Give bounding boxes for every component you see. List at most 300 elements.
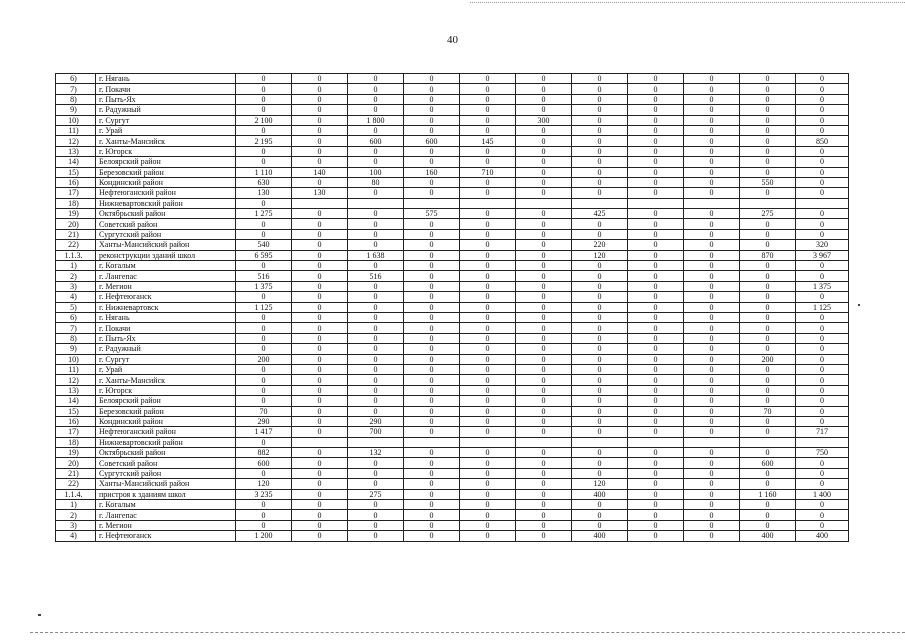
value-cell: 0 xyxy=(348,105,404,115)
value-cell: 0 xyxy=(684,157,740,167)
value-cell: 0 xyxy=(516,125,572,135)
value-cell: 0 xyxy=(740,323,796,333)
value-cell: 850 xyxy=(796,136,849,146)
value-cell xyxy=(404,198,460,208)
row-number: 15) xyxy=(56,406,96,416)
value-cell: 0 xyxy=(292,105,348,115)
row-number: 6) xyxy=(56,74,96,84)
value-cell: 0 xyxy=(292,115,348,125)
value-cell: 0 xyxy=(572,458,628,468)
value-cell: 0 xyxy=(572,500,628,510)
value-cell: 0 xyxy=(516,396,572,406)
row-name: Октябрьский район xyxy=(96,209,236,219)
value-cell: 0 xyxy=(572,229,628,239)
value-cell: 0 xyxy=(516,458,572,468)
value-cell: 0 xyxy=(572,448,628,458)
value-cell: 0 xyxy=(740,344,796,354)
value-cell: 0 xyxy=(628,479,684,489)
value-cell: 0 xyxy=(684,188,740,198)
row-name: Октябрьский район xyxy=(96,448,236,458)
value-cell: 0 xyxy=(292,468,348,478)
value-cell: 0 xyxy=(292,458,348,468)
value-cell: 0 xyxy=(460,406,516,416)
value-cell: 300 xyxy=(516,115,572,125)
value-cell: 80 xyxy=(348,177,404,187)
row-number: 12) xyxy=(56,375,96,385)
value-cell: 0 xyxy=(236,125,292,135)
row-name: Березовский район xyxy=(96,167,236,177)
table-row xyxy=(56,510,849,520)
value-cell: 220 xyxy=(572,240,628,250)
value-cell: 0 xyxy=(404,240,460,250)
row-name: г. Когалым xyxy=(96,261,236,271)
value-cell: 1 375 xyxy=(796,281,849,291)
row-number: 4) xyxy=(56,292,96,302)
value-cell: 0 xyxy=(348,219,404,229)
value-cell: 0 xyxy=(348,531,404,541)
row-name: г. Нефтеюганск xyxy=(96,292,236,302)
value-cell: 0 xyxy=(572,364,628,374)
value-cell: 0 xyxy=(460,209,516,219)
row-name: Советский район xyxy=(96,219,236,229)
value-cell: 0 xyxy=(292,292,348,302)
row-name: Сургутский район xyxy=(96,468,236,478)
row-name: г. Лангепас xyxy=(96,271,236,281)
value-cell: 0 xyxy=(292,84,348,94)
row-name: Белоярский район xyxy=(96,157,236,167)
value-cell: 0 xyxy=(628,292,684,302)
value-cell: 0 xyxy=(572,219,628,229)
row-name: г. Ханты-Мансийск xyxy=(96,375,236,385)
value-cell: 0 xyxy=(460,489,516,499)
value-cell: 0 xyxy=(628,406,684,416)
value-cell: 0 xyxy=(516,292,572,302)
value-cell: 0 xyxy=(460,531,516,541)
row-name: г. Ханты-Мансийск xyxy=(96,136,236,146)
value-cell: 1 125 xyxy=(796,302,849,312)
value-cell: 0 xyxy=(516,209,572,219)
value-cell: 290 xyxy=(348,416,404,426)
value-cell: 0 xyxy=(796,188,849,198)
value-cell: 0 xyxy=(684,281,740,291)
value-cell: 0 xyxy=(516,416,572,426)
value-cell: 0 xyxy=(460,364,516,374)
row-number: 7) xyxy=(56,84,96,94)
row-number: 8) xyxy=(56,333,96,343)
value-cell: 0 xyxy=(740,510,796,520)
value-cell xyxy=(740,198,796,208)
table-row xyxy=(56,209,849,219)
value-cell: 0 xyxy=(236,157,292,167)
value-cell: 1 800 xyxy=(348,115,404,125)
value-cell: 400 xyxy=(796,531,849,541)
value-cell: 0 xyxy=(796,157,849,167)
value-cell: 0 xyxy=(460,333,516,343)
value-cell: 0 xyxy=(292,427,348,437)
value-cell: 0 xyxy=(292,157,348,167)
value-cell: 0 xyxy=(796,94,849,104)
value-cell: 0 xyxy=(684,271,740,281)
table-row xyxy=(56,458,849,468)
value-cell: 0 xyxy=(572,292,628,302)
value-cell: 0 xyxy=(348,240,404,250)
value-cell: 550 xyxy=(740,177,796,187)
table-row xyxy=(56,84,849,94)
value-cell: 0 xyxy=(236,344,292,354)
value-cell: 0 xyxy=(460,125,516,135)
value-cell: 0 xyxy=(236,229,292,239)
value-cell: 200 xyxy=(740,354,796,364)
row-name: Белоярский район xyxy=(96,396,236,406)
value-cell: 0 xyxy=(292,385,348,395)
value-cell: 0 xyxy=(628,396,684,406)
row-number: 2) xyxy=(56,510,96,520)
value-cell: 0 xyxy=(292,136,348,146)
value-cell xyxy=(348,198,404,208)
value-cell: 0 xyxy=(516,312,572,322)
row-name: пристроя к зданиям школ xyxy=(96,489,236,499)
value-cell: 0 xyxy=(516,489,572,499)
value-cell: 0 xyxy=(236,510,292,520)
value-cell: 0 xyxy=(628,74,684,84)
value-cell: 0 xyxy=(572,105,628,115)
value-cell: 0 xyxy=(684,240,740,250)
value-cell xyxy=(572,437,628,447)
value-cell: 0 xyxy=(516,240,572,250)
row-number: 9) xyxy=(56,344,96,354)
value-cell xyxy=(292,198,348,208)
value-cell: 400 xyxy=(572,489,628,499)
row-number: 18) xyxy=(56,437,96,447)
value-cell: 0 xyxy=(348,209,404,219)
value-cell: 0 xyxy=(516,261,572,271)
value-cell: 0 xyxy=(628,125,684,135)
value-cell xyxy=(460,437,516,447)
value-cell: 0 xyxy=(236,292,292,302)
value-cell: 0 xyxy=(684,219,740,229)
value-cell: 0 xyxy=(404,157,460,167)
value-cell: 0 xyxy=(684,261,740,271)
value-cell: 0 xyxy=(796,406,849,416)
value-cell: 0 xyxy=(460,229,516,239)
value-cell: 0 xyxy=(236,74,292,84)
value-cell: 0 xyxy=(684,344,740,354)
value-cell: 0 xyxy=(740,468,796,478)
value-cell: 0 xyxy=(460,479,516,489)
value-cell: 0 xyxy=(684,250,740,260)
value-cell: 0 xyxy=(684,177,740,187)
row-name: г. Пыть-Ях xyxy=(96,94,236,104)
row-name: г. Сургут xyxy=(96,115,236,125)
value-cell: 0 xyxy=(516,354,572,364)
value-cell: 0 xyxy=(348,510,404,520)
table-row xyxy=(56,74,849,84)
value-cell: 0 xyxy=(460,458,516,468)
value-cell: 0 xyxy=(404,219,460,229)
value-cell: 0 xyxy=(516,510,572,520)
value-cell: 0 xyxy=(628,531,684,541)
value-cell: 0 xyxy=(796,416,849,426)
row-number: 17) xyxy=(56,427,96,437)
value-cell: 0 xyxy=(684,364,740,374)
row-number: 18) xyxy=(56,198,96,208)
table-row xyxy=(56,448,849,458)
value-cell: 0 xyxy=(740,125,796,135)
value-cell: 710 xyxy=(460,167,516,177)
value-cell: 0 xyxy=(460,396,516,406)
value-cell: 0 xyxy=(572,125,628,135)
value-cell: 0 xyxy=(292,261,348,271)
table-row xyxy=(56,198,849,208)
value-cell: 0 xyxy=(348,74,404,84)
value-cell: 0 xyxy=(740,188,796,198)
value-cell: 1 200 xyxy=(236,531,292,541)
value-cell: 0 xyxy=(740,94,796,104)
value-cell: 0 xyxy=(516,177,572,187)
value-cell: 0 xyxy=(740,312,796,322)
value-cell: 0 xyxy=(516,146,572,156)
row-name: Советский район xyxy=(96,458,236,468)
value-cell: 0 xyxy=(404,271,460,281)
value-cell: 0 xyxy=(348,396,404,406)
value-cell: 0 xyxy=(740,229,796,239)
value-cell: 0 xyxy=(684,510,740,520)
value-cell: 0 xyxy=(404,531,460,541)
value-cell: 0 xyxy=(460,240,516,250)
value-cell: 600 xyxy=(404,136,460,146)
value-cell: 0 xyxy=(348,323,404,333)
value-cell: 0 xyxy=(460,354,516,364)
row-number: 7) xyxy=(56,323,96,333)
value-cell: 100 xyxy=(348,167,404,177)
value-cell: 575 xyxy=(404,209,460,219)
value-cell: 0 xyxy=(740,84,796,94)
value-cell: 0 xyxy=(684,312,740,322)
value-cell: 0 xyxy=(236,364,292,374)
value-cell: 0 xyxy=(236,219,292,229)
row-number: 2) xyxy=(56,271,96,281)
value-cell: 0 xyxy=(796,105,849,115)
value-cell: 0 xyxy=(292,94,348,104)
value-cell: 0 xyxy=(628,312,684,322)
value-cell: 0 xyxy=(684,531,740,541)
value-cell: 870 xyxy=(740,250,796,260)
table-row xyxy=(56,167,849,177)
row-name: Нефтеюганский район xyxy=(96,188,236,198)
row-number: 13) xyxy=(56,385,96,395)
table-row xyxy=(56,261,849,271)
value-cell: 0 xyxy=(292,125,348,135)
value-cell: 1 125 xyxy=(236,302,292,312)
value-cell: 120 xyxy=(236,479,292,489)
value-cell: 0 xyxy=(236,94,292,104)
value-cell: 0 xyxy=(796,333,849,343)
value-cell: 0 xyxy=(292,510,348,520)
value-cell: 0 xyxy=(460,271,516,281)
value-cell: 0 xyxy=(404,468,460,478)
table-row xyxy=(56,344,849,354)
value-cell: 630 xyxy=(236,177,292,187)
value-cell: 1 110 xyxy=(236,167,292,177)
row-number: 19) xyxy=(56,448,96,458)
value-cell: 0 xyxy=(404,323,460,333)
value-cell: 0 xyxy=(740,500,796,510)
value-cell: 0 xyxy=(628,510,684,520)
value-cell: 0 xyxy=(628,468,684,478)
value-cell: 0 xyxy=(460,312,516,322)
value-cell: 0 xyxy=(740,146,796,156)
value-cell: 0 xyxy=(404,448,460,458)
value-cell: 0 xyxy=(572,375,628,385)
value-cell: 0 xyxy=(516,385,572,395)
table-row xyxy=(56,125,849,135)
value-cell: 0 xyxy=(348,333,404,343)
value-cell: 120 xyxy=(572,250,628,260)
table-row xyxy=(56,292,849,302)
row-name: г. Нефтеюганск xyxy=(96,531,236,541)
value-cell: 0 xyxy=(628,416,684,426)
value-cell: 0 xyxy=(684,292,740,302)
value-cell: 0 xyxy=(628,500,684,510)
row-name: г. Урай xyxy=(96,364,236,374)
value-cell: 0 xyxy=(516,84,572,94)
value-cell: 0 xyxy=(348,468,404,478)
table-row xyxy=(56,146,849,156)
value-cell: 2 100 xyxy=(236,115,292,125)
value-cell xyxy=(516,437,572,447)
value-cell: 0 xyxy=(404,396,460,406)
value-cell: 0 xyxy=(684,489,740,499)
value-cell: 0 xyxy=(628,84,684,94)
row-number: 20) xyxy=(56,219,96,229)
value-cell: 0 xyxy=(292,312,348,322)
value-cell: 0 xyxy=(628,427,684,437)
value-cell: 0 xyxy=(516,323,572,333)
value-cell: 0 xyxy=(460,250,516,260)
table-row xyxy=(56,157,849,167)
value-cell: 0 xyxy=(572,385,628,395)
value-cell: 0 xyxy=(796,229,849,239)
value-cell: 1 275 xyxy=(236,209,292,219)
value-cell: 0 xyxy=(292,406,348,416)
value-cell: 70 xyxy=(236,406,292,416)
row-number: 22) xyxy=(56,240,96,250)
value-cell: 0 xyxy=(460,416,516,426)
table-body xyxy=(56,74,849,542)
value-cell: 145 xyxy=(460,136,516,146)
value-cell: 0 xyxy=(740,302,796,312)
value-cell: 0 xyxy=(516,520,572,530)
value-cell: 0 xyxy=(460,177,516,187)
row-number: 21) xyxy=(56,229,96,239)
row-name: г. Нягань xyxy=(96,312,236,322)
value-cell: 0 xyxy=(404,333,460,343)
value-cell xyxy=(348,437,404,447)
value-cell: 0 xyxy=(628,261,684,271)
value-cell: 0 xyxy=(684,354,740,364)
value-cell: 0 xyxy=(292,281,348,291)
value-cell: 0 xyxy=(684,105,740,115)
table-row xyxy=(56,115,849,125)
value-cell: 0 xyxy=(516,375,572,385)
value-cell: 0 xyxy=(404,250,460,260)
row-number: 1.1.4. xyxy=(56,489,96,499)
value-cell: 0 xyxy=(516,105,572,115)
value-cell: 0 xyxy=(236,105,292,115)
value-cell: 0 xyxy=(404,500,460,510)
table-row xyxy=(56,333,849,343)
value-cell: 0 xyxy=(572,520,628,530)
value-cell xyxy=(404,437,460,447)
value-cell: 0 xyxy=(404,520,460,530)
value-cell: 0 xyxy=(236,198,292,208)
value-cell: 0 xyxy=(740,333,796,343)
row-name: г. Покачи xyxy=(96,323,236,333)
value-cell: 0 xyxy=(628,271,684,281)
value-cell: 0 xyxy=(572,396,628,406)
value-cell: 0 xyxy=(404,354,460,364)
value-cell: 0 xyxy=(740,448,796,458)
value-cell: 0 xyxy=(628,448,684,458)
value-cell: 540 xyxy=(236,240,292,250)
value-cell: 0 xyxy=(404,344,460,354)
value-cell: 0 xyxy=(740,157,796,167)
value-cell: 0 xyxy=(572,354,628,364)
value-cell: 0 xyxy=(796,261,849,271)
value-cell: 0 xyxy=(796,125,849,135)
row-name: г. Мегион xyxy=(96,520,236,530)
table-row xyxy=(56,437,849,447)
value-cell: 0 xyxy=(572,136,628,146)
row-name: г. Когалым xyxy=(96,500,236,510)
value-cell: 320 xyxy=(796,240,849,250)
value-cell: 700 xyxy=(348,427,404,437)
value-cell: 0 xyxy=(348,458,404,468)
value-cell: 516 xyxy=(236,271,292,281)
value-cell: 0 xyxy=(628,385,684,395)
row-number: 21) xyxy=(56,468,96,478)
scan-speck xyxy=(38,614,41,616)
row-name: Нефтеюганский район xyxy=(96,427,236,437)
value-cell: 0 xyxy=(740,396,796,406)
value-cell: 0 xyxy=(572,74,628,84)
row-number: 10) xyxy=(56,115,96,125)
value-cell: 0 xyxy=(572,271,628,281)
value-cell: 0 xyxy=(516,479,572,489)
value-cell: 0 xyxy=(572,177,628,187)
value-cell: 0 xyxy=(404,177,460,187)
value-cell: 0 xyxy=(404,364,460,374)
table-row xyxy=(56,396,849,406)
row-name: Нижневартовский район xyxy=(96,437,236,447)
value-cell: 0 xyxy=(628,489,684,499)
value-cell: 0 xyxy=(684,302,740,312)
value-cell: 400 xyxy=(572,531,628,541)
value-cell: 130 xyxy=(292,188,348,198)
value-cell: 3 967 xyxy=(796,250,849,260)
value-cell: 0 xyxy=(796,354,849,364)
value-cell: 0 xyxy=(460,115,516,125)
row-name: г. Лангепас xyxy=(96,510,236,520)
row-name: г. Нижневартовск xyxy=(96,302,236,312)
page-number: 40 xyxy=(447,34,458,46)
value-cell: 275 xyxy=(740,209,796,219)
value-cell: 0 xyxy=(572,146,628,156)
row-number: 1) xyxy=(56,500,96,510)
value-cell: 0 xyxy=(628,167,684,177)
value-cell: 0 xyxy=(460,84,516,94)
value-cell: 0 xyxy=(292,531,348,541)
